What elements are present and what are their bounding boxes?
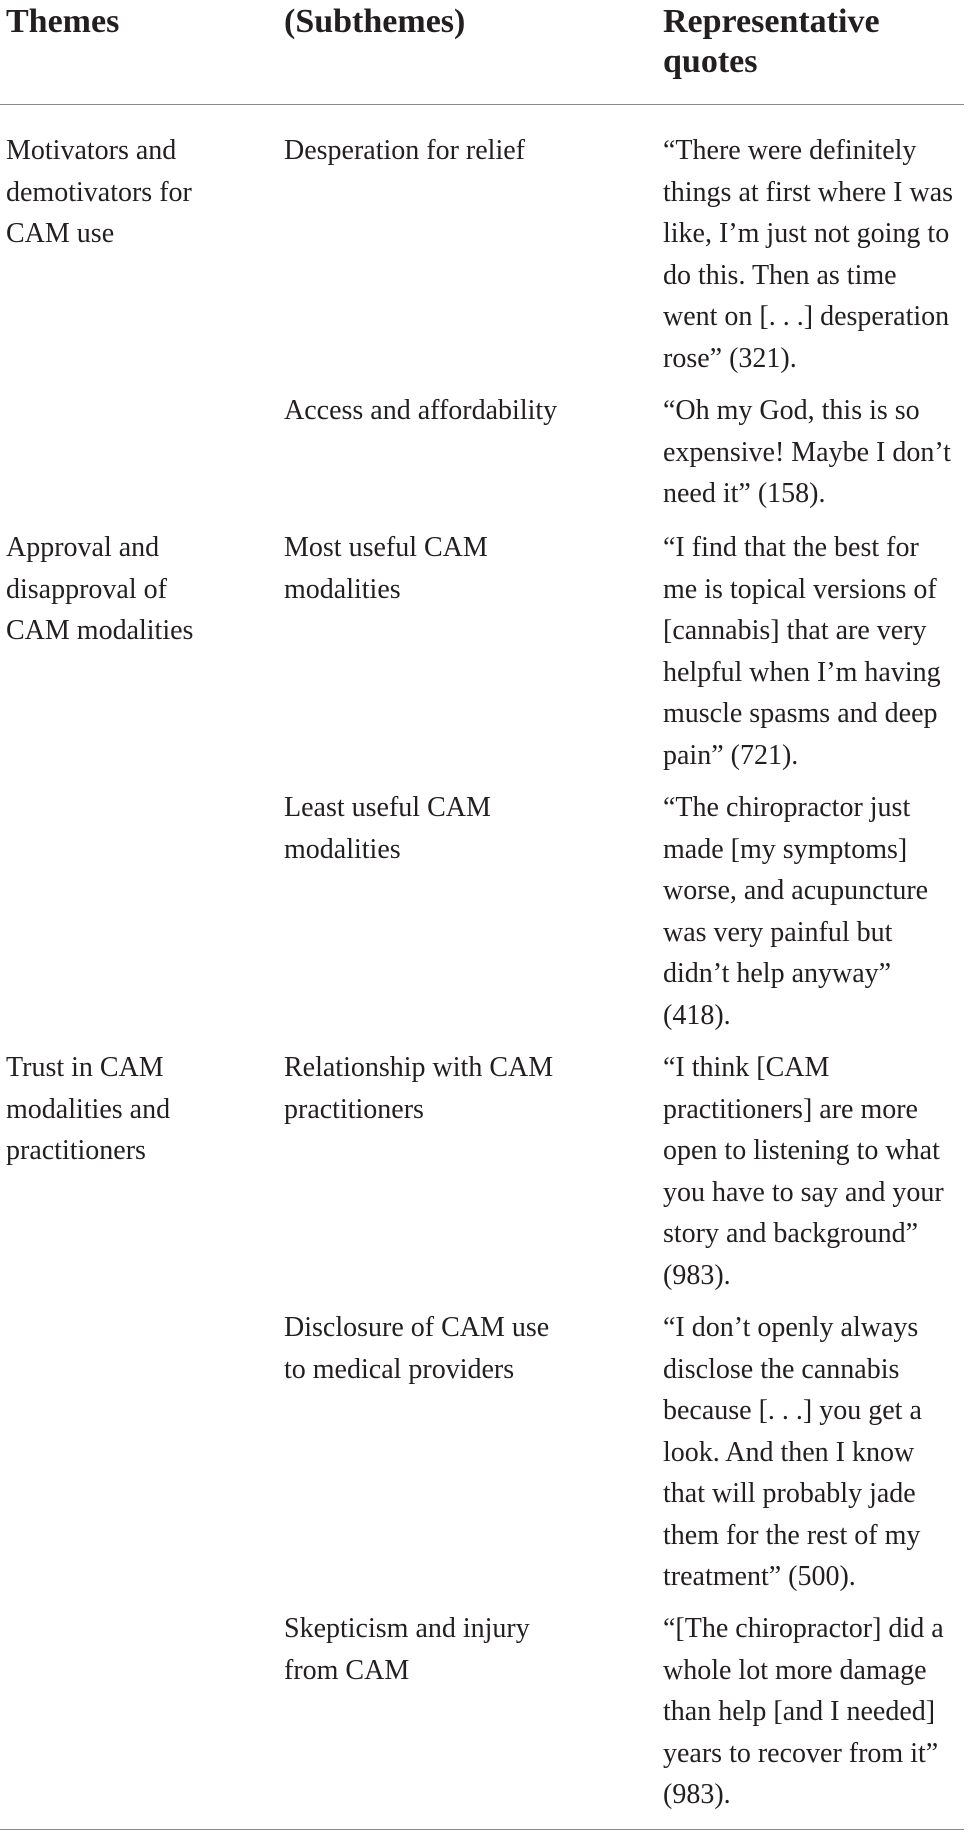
theme-cell: Trust in CAM modalities and practitioners [6,1052,171,1166]
subtheme-cell: Desperation for relief [284,135,525,166]
quote-cell: “Oh my God, this is so expensive! Maybe I don’t need it” (158). [663,395,951,509]
subtheme-cell: Access and affordability [284,395,558,426]
quote-cell: “The chiropractor just made [my symptoms] worse, and acupuncture was very painful but didn’t help anyway” (418). [663,792,929,1031]
theme-cell: Motivators and demotivators for CAM use [6,135,192,249]
subtheme-cell: Disclosure of CAM use to medical providers [284,1312,550,1385]
subtheme-cell: Most useful CAM modalities [284,532,488,605]
quote-cell: “[The chiropractor] did a whole lot more damage than help [and I needed] years to recover from it” (983). [663,1613,944,1810]
quote-cell: “There were definitely things at first where I was like, I’m just not going to do this. Then as time went on [. . .] desperation rose” (321). [663,135,954,374]
header-subthemes: (Subthemes) [284,3,466,40]
quote-cell: “I think [CAM practitioners] are more open to listening to what you have to say and your story and background” (983). [663,1052,944,1291]
bottom-rule [0,1829,964,1830]
subtheme-cell: Relationship with CAM practitioners [284,1052,554,1125]
subtheme-cell: Skepticism and injury from CAM [284,1613,530,1686]
quote-cell: “I don’t openly always disclose the cannabis because [. . .] you get a look. And then I know that will probably jade them for the rest of my treatment” (500). [663,1312,922,1592]
header-themes: Themes [6,3,120,40]
theme-cell: Approval and disapproval of CAM modalities [6,532,194,646]
quote-cell: “I find that the best for me is topical versions of [cannabis] that are very helpful when I’m having muscle spasms and deep pain” (721). [663,532,941,771]
table-header [0,0,968,104]
header-rule [0,104,964,105]
header-representative-quotes: Representative quotes [663,3,880,80]
subtheme-cell: Least useful CAM modalities [284,792,491,865]
